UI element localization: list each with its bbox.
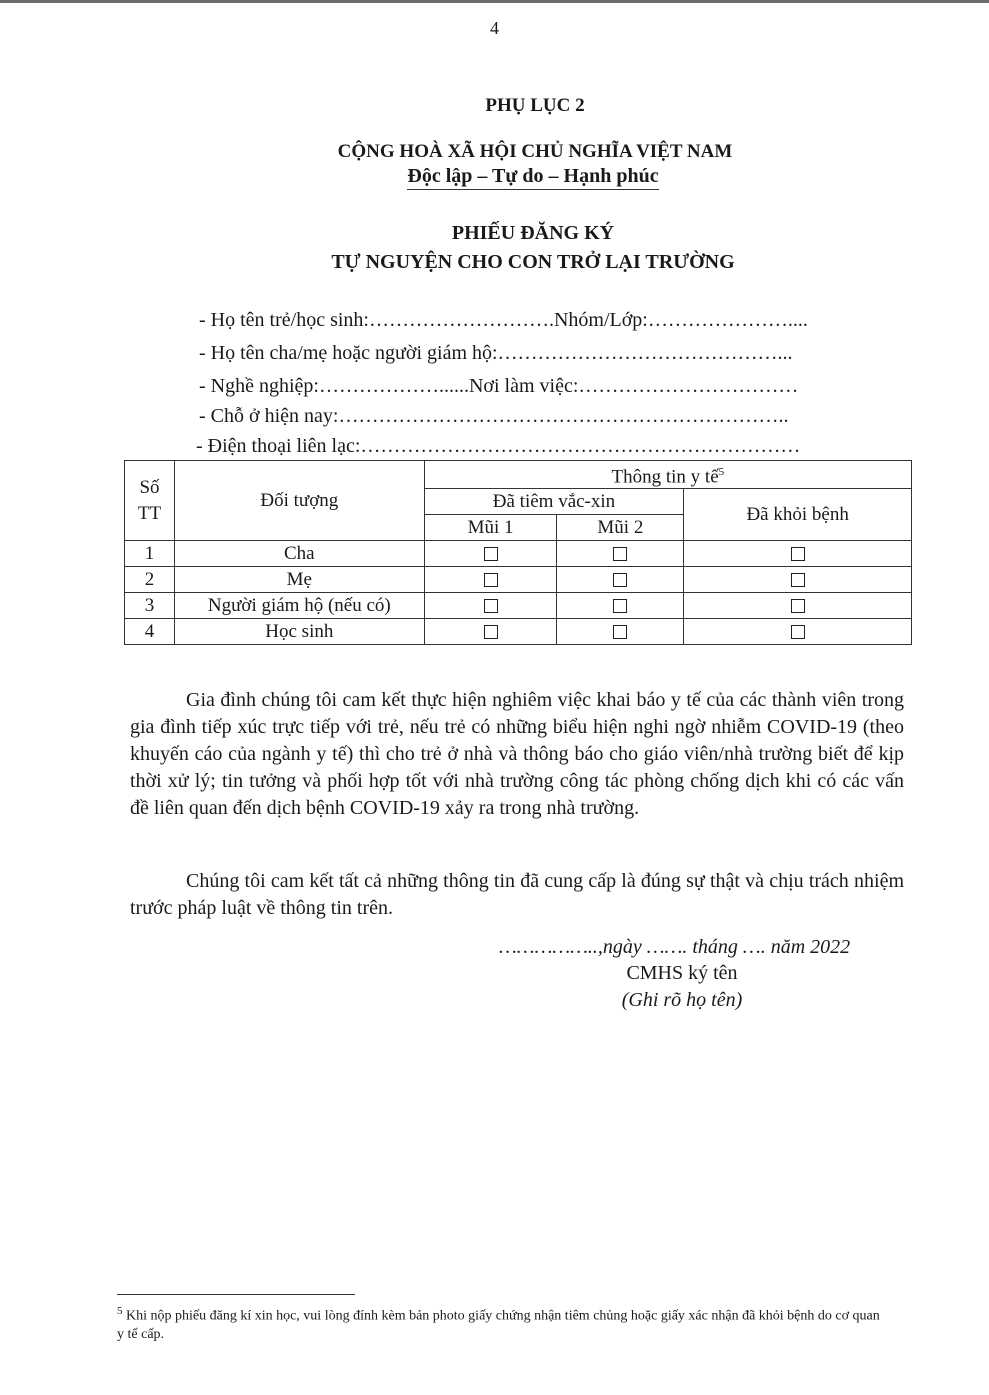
cell-recovered: [684, 619, 912, 645]
checkbox-recovered-guardian[interactable]: [791, 599, 805, 613]
table-header-row-1: [125, 461, 912, 489]
col-header-health-info: [424, 461, 911, 489]
field-guardian-name[interactable]: - Họ tên cha/mẹ hoặc người giám hộ:……………………………………...: [199, 342, 793, 364]
row-number: 1: [125, 541, 175, 567]
form-title-line1: PHIẾU ĐĂNG KÝ: [451, 222, 615, 244]
field-address[interactable]: - Chỗ ở hiện nay:…………………………………………………………..: [199, 405, 789, 427]
health-info-footnote-mark: 5: [718, 466, 725, 478]
checkbox-dose1-guardian[interactable]: [484, 599, 498, 613]
health-info-label: Thông tin y tế: [611, 466, 719, 488]
motto-container: [0, 165, 989, 190]
col-header-no: Số TT: [125, 461, 175, 541]
scan-edge-line: [0, 0, 989, 3]
form-title-line2: TỰ NGUYỆN CHO CON TRỞ LẠI TRƯỜNG: [331, 251, 735, 273]
commitment-paragraph-1: Gia đình chúng tôi cam kết thực hiện nghiêm việc khai báo y tế của các thành viên trong gia đình tiếp xúc trực tiếp với trẻ, nếu trẻ có những biểu hiện nghi ngờ nhiễm COVID-19 (theo khuyến cáo của ngành y tế) thì cho trẻ ở nhà và thông báo cho giáo viên/nhà trường biết để kịp thời xử lý; tin tưởng và phối hợp tốt với nhà trường công tác phòng chống dịch khi có các vấn đề liên quan đến dịch bệnh COVID-19 xảy ra trong nhà trường.: [130, 689, 904, 819]
footnote-mark: 5: [117, 1305, 123, 1317]
table-row: [125, 541, 912, 567]
cell-dose2: [557, 541, 684, 567]
nation-name: CỘNG HOÀ XÃ HỘI CHỦ NGHĨA VIỆT NAM: [337, 141, 733, 162]
footnote: [117, 1302, 887, 1344]
cell-dose2: [557, 593, 684, 619]
row-number: 3: [125, 593, 175, 619]
col-header-vaccinated: Đã tiêm vắc-xin: [424, 489, 684, 515]
cell-dose1: [424, 567, 557, 593]
signature-date-line: ……………..,ngày ……. tháng …. năm 2022: [499, 936, 851, 958]
signature-signer: CMHS ký tên: [626, 962, 738, 984]
motto: Độc lập – Tự do – Hạnh phúc: [407, 165, 658, 190]
footnote-rule: [117, 1294, 355, 1295]
row-subject: Cha: [174, 541, 424, 567]
row-subject: Học sinh: [174, 619, 424, 645]
health-info-table: [124, 460, 912, 645]
appendix-title: PHỤ LỤC 2: [485, 95, 585, 116]
checkbox-dose2-mother[interactable]: [613, 573, 627, 587]
checkbox-dose2-guardian[interactable]: [613, 599, 627, 613]
page-number: 4: [490, 18, 499, 38]
row-subject: Mẹ: [174, 567, 424, 593]
checkbox-recovered-mother[interactable]: [791, 573, 805, 587]
row-number: 4: [125, 619, 175, 645]
checkbox-dose1-father[interactable]: [484, 547, 498, 561]
cell-recovered: [684, 541, 912, 567]
footnote-text: Khi nộp phiếu đăng kí xin học, vui lòng đính kèm bản photo giấy chứng nhận tiêm chủng hoặc giấy xác nhận đã khỏi bệnh do cơ quan y tế cấp.: [117, 1308, 880, 1342]
checkbox-dose2-father[interactable]: [613, 547, 627, 561]
field-occupation[interactable]: - Nghề nghiệp:………………......Nơi làm việc:……………………………: [199, 375, 799, 397]
signature-note: (Ghi rõ họ tên): [621, 989, 743, 1011]
row-subject: Người giám hộ (nếu có): [174, 593, 424, 619]
checkbox-dose1-student[interactable]: [484, 625, 498, 639]
field-student-name[interactable]: - Họ tên trẻ/học sinh:……………………….Nhóm/Lớp:…………………....: [199, 309, 808, 331]
cell-dose1: [424, 593, 557, 619]
commitment-paragraph-2: Chúng tôi cam kết tất cả những thông tin đã cung cấp là đúng sự thật và chịu trách nhiệm trước pháp luật về thông tin trên.: [130, 870, 904, 919]
field-phone[interactable]: - Điện thoại liên lạc:…………………………………………………………: [196, 435, 801, 457]
col-header-subject: Đối tượng: [174, 461, 424, 541]
col-header-dose1: Mũi 1: [424, 515, 557, 541]
row-number: 2: [125, 567, 175, 593]
cell-dose1: [424, 619, 557, 645]
table-row: [125, 619, 912, 645]
cell-dose1: [424, 541, 557, 567]
cell-recovered: [684, 567, 912, 593]
cell-recovered: [684, 593, 912, 619]
checkbox-dose1-mother[interactable]: [484, 573, 498, 587]
cell-dose2: [557, 619, 684, 645]
checkbox-recovered-father[interactable]: [791, 547, 805, 561]
checkbox-dose2-student[interactable]: [613, 625, 627, 639]
col-header-dose2: Mũi 2: [557, 515, 684, 541]
cell-dose2: [557, 567, 684, 593]
table-row: [125, 593, 912, 619]
table-row: [125, 567, 912, 593]
checkbox-recovered-student[interactable]: [791, 625, 805, 639]
col-header-recovered: Đã khỏi bệnh: [684, 489, 912, 541]
